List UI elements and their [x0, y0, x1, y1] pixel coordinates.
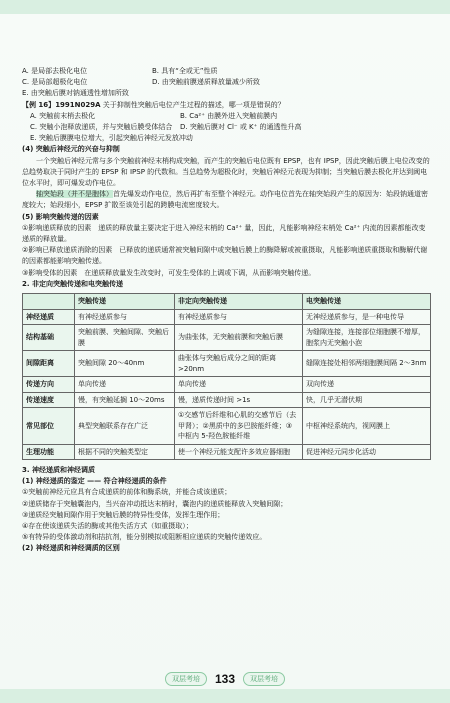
- section5-item-1: ①影响递质释放的因素 递质的释放量主要决定于进入神经末梢的 Ca²⁺ 量，因此，凡能影响神经末梢处 Ca²⁺ 内流的因素都能改变递质的释放量。: [22, 223, 426, 244]
- option-d: D. 由突触前膜递质释放量减少所致: [152, 78, 260, 87]
- page-footer: [0, 668, 450, 690]
- table-cell: 单向传递: [175, 377, 303, 393]
- table-row-header: 结构基础: [23, 325, 75, 351]
- page-content: [22, 66, 430, 555]
- table-row-header: 传递方向: [23, 377, 75, 393]
- table-cell: 无神经递质参与，是一种电传导: [303, 309, 431, 325]
- section3-sub1: (1) 神经递质的鉴定 —— 符合神经递质的条件: [22, 477, 167, 486]
- table-row-header: 间隙距离: [23, 351, 75, 377]
- table-row: [23, 444, 431, 460]
- section4-paragraph-2-text: 首先爆发动作电位，然后再扩布至整个神经元。动作电位首先在轴突始段产生的原因为：始段钠通道密度较大；始段细小，EPSP 扩散至该处引起的跨膜电流密度较大。: [22, 190, 428, 210]
- table-cell: 为曲张体，无突触前膜和突触后膜: [175, 325, 303, 351]
- example-option-e: E. 突触后膜膜电位增大，引起突触后神经元发放冲动: [30, 134, 193, 143]
- option-row-1: [22, 66, 430, 77]
- example-option-row-2: [22, 122, 430, 133]
- table-cell: 曲张体与突触后成分之间的距离 >20nm: [175, 351, 303, 377]
- section3-sub2: (2) 神经递质和神经调质的区别: [22, 544, 120, 553]
- section2-heading: 2. 非定向突触传递和电突触传递: [22, 279, 123, 288]
- table-cell: 突触前膜、突触间隙、突触后膜: [75, 325, 175, 351]
- comparison-table: [22, 293, 431, 460]
- option-row-2: [22, 77, 430, 88]
- table-cell: 缝隙连接处相邻两细胞膜间隔 2～3nm: [303, 351, 431, 377]
- section3-heading: 3. 神经递质和神经调质: [22, 466, 95, 475]
- list-item: ④存在使该递质失活的酶或其他失活方式（如重摄取）；: [22, 522, 193, 531]
- table-header-row: [23, 294, 431, 310]
- option-c: C. 是局部超极化电位: [22, 78, 88, 87]
- top-band: [0, 0, 450, 14]
- table-cell: 中枢神经系统内，视网膜上: [303, 408, 431, 445]
- option-a: A. 是局部去极化电位: [22, 67, 88, 75]
- table-row: [23, 408, 431, 445]
- table-header-cell: 电突触传递: [303, 294, 431, 310]
- example-text: 关于抑制性突触后电位产生过程的描述，哪一项是错误的？: [102, 100, 285, 109]
- table-cell: 慢，有突触延搁 10～20ms: [75, 392, 175, 408]
- table-cell: 有神经递质参与: [175, 309, 303, 325]
- example-option-b: B. Ca²⁺ 由膜外进入突触前膜内: [180, 111, 278, 120]
- section4-paragraph-2: [22, 189, 430, 211]
- table-cell: 有神经递质参与: [75, 309, 175, 325]
- table-cell: 根据不同的突触类型定: [75, 444, 175, 460]
- section5-item-3: ③影响受体的因素 在递质释放量发生改变时，可发生受体的上调或下调，从而影响突触传递。: [22, 268, 316, 277]
- example-option-a: A. 突触前末梢去极化: [30, 111, 96, 120]
- option-b: B. 具有“全或无”性质: [152, 67, 218, 75]
- page-number: 133: [214, 672, 236, 686]
- table-row: [23, 392, 431, 408]
- table-row: [23, 309, 431, 325]
- table-cell: 单向传递: [75, 377, 175, 393]
- footer-right-tag: 双层考培: [243, 672, 285, 686]
- axon-initial-segment-highlight: 轴突始段（并不是胞体）: [36, 190, 113, 199]
- option-e: E. 由突触后膜对钠通透性增加所致: [22, 89, 129, 98]
- section5-heading: (5) 影响突触传递的因素: [22, 212, 99, 221]
- table-cell: ①交感节后纤维和心肌的交感节后（去甲肾）；②黑质中的多巴胺能纤维；③中枢内 5-羟色胺能纤维: [175, 408, 303, 445]
- table-cell: 突触间隙 20～40nm: [75, 351, 175, 377]
- table-header-cell: [23, 294, 75, 310]
- table-cell: 快，几乎无潜伏期: [303, 392, 431, 408]
- table-row: [23, 351, 431, 377]
- table-cell: 为缝隙连接，连接部位细胞膜不增厚，胞浆内无突触小泡: [303, 325, 431, 351]
- example-question: [22, 100, 430, 111]
- table-cell: 使一个神经元能支配许多效应器细胞: [175, 444, 303, 460]
- table-row-header: 生理功能: [23, 444, 75, 460]
- table-row: [23, 325, 431, 351]
- table-cell: 典型突触联系存在广泛: [75, 408, 175, 445]
- example-label: 【例 16】: [22, 100, 56, 109]
- table-cell: 慢，递质传递时间 >1s: [175, 392, 303, 408]
- example-option-d: D. 突触后膜对 Cl⁻ 或 K⁺ 的通透性升高: [180, 123, 302, 132]
- section4-heading: (4) 突触后神经元的兴奋与抑制: [22, 145, 120, 154]
- table-row-header: 传递速度: [23, 392, 75, 408]
- footer-left-tag: 双层考培: [165, 672, 207, 686]
- example-code: 1991N029A: [55, 100, 101, 109]
- bottom-band: [0, 689, 450, 703]
- table-header-cell: 非定向突触传递: [175, 294, 303, 310]
- table-cell: 双向传递: [303, 377, 431, 393]
- example-option-c: C. 突触小泡释放递质，并与突触后膜受体结合: [30, 123, 173, 132]
- table-row-header: 常见部位: [23, 408, 75, 445]
- list-item: ⑤有特异的受体激动剂和拮抗剂，能分别模拟或阻断相应递质的突触传递效应。: [22, 533, 267, 542]
- list-item: ①突触前神经元应具有合成递质的前体和酶系统，并能合成该递质；: [22, 488, 232, 497]
- example-option-row-1: [22, 111, 430, 122]
- section4-paragraph-1: 一个突触后神经元常与多个突触前神经末梢构成突触，而产生的突触后电位既有 EPSP，也有 IPSP，因此突触后膜上电位改变的总趋势取决于同时产生的 EPSP 和 IPSP 的代数和。当总趋势为超极化时，突触后神经元表现为抑制；当突触后膜去极化并达到阈电位水平时，即可爆发动作电位。: [22, 156, 430, 188]
- table-header-cell: 突触传递: [75, 294, 175, 310]
- table-row: [23, 377, 431, 393]
- section5-item-2: ②影响已释放递质消除的因素 已释放的递质通常被突触间隙中或突触后膜上的酶降解或被重摄取，凡能影响递质重摄取和酶解代谢的因素都能影响突触传递。: [22, 246, 428, 266]
- table-row-header: 神经递质: [23, 309, 75, 325]
- list-item: ②递质储存于突触囊泡内，当兴奋冲动抵达末梢时，囊泡内的递质能释放入突触间隙；: [22, 499, 288, 508]
- list-item: ③递质经突触间隙作用于突触后膜的特异性受体，发挥生理作用；: [22, 510, 225, 519]
- table-cell: 促进神经元同步化活动: [303, 444, 431, 460]
